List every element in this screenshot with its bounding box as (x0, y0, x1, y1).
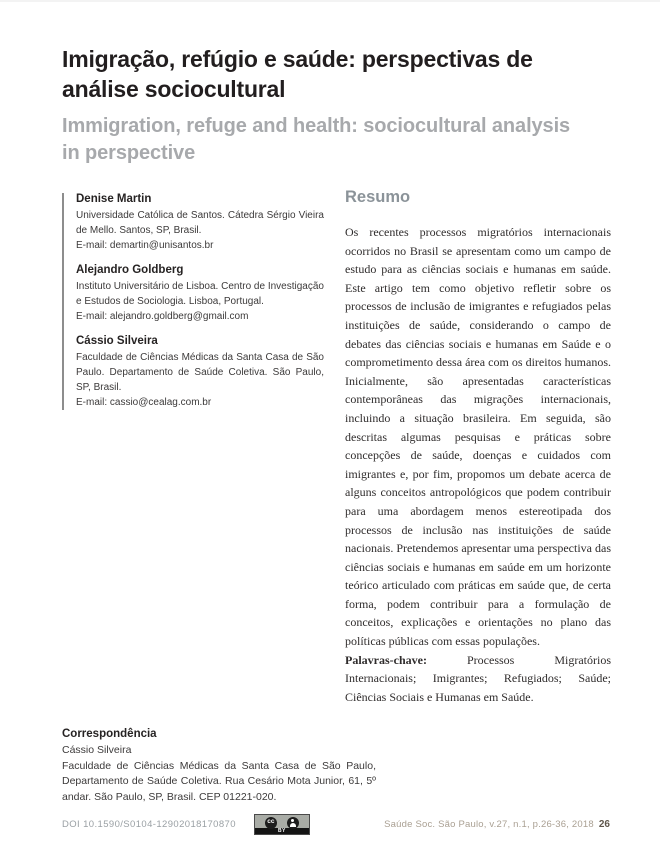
abstract-heading: Resumo (345, 188, 411, 206)
article-title-english: Immigration, refuge and health: sociocultural analysis in perspective (62, 115, 571, 164)
author-affiliation: Faculdade de Ciências Médicas da Santa Casa de São Paulo. Departamento de Saúde Coletiva. São Paulo, SP, Brasil. (76, 352, 324, 393)
doi-text: DOI 10.1590/S0104-12902018170870 (62, 818, 236, 830)
author-entry (76, 264, 324, 324)
keywords-list: Processos Migratórios Internacionais; Imigrantes; Refugiados; Saúde; Ciências Sociais e Humanas em Saúde. (345, 652, 611, 704)
correspondence-block (62, 728, 376, 805)
correspondence-name: Cássio Silveira (62, 744, 132, 756)
journal-reference: Saúde Soc. São Paulo, v.27, n.1, p.26-36, 2018 (384, 818, 594, 830)
authors-column (62, 193, 324, 410)
author-affiliation: Instituto Universitário de Lisboa. Centro de Investigação e Estudos de Sociologia. Lisboa, Portugal. (76, 281, 324, 307)
cc-logo-icon: cc (265, 817, 277, 829)
attribution-person-icon (287, 817, 299, 829)
author-affiliation: Universidade Católica de Santos. Cátedra Sérgio Vieira de Mello. Santos, SP, Brasil. (76, 210, 324, 236)
abstract-text: Os recentes processos migratórios internacionais ocorridos no Brasil se apresentam como um campo de estudo para as ciências sociais e humanas em saúde. Este artigo tem como objetivo refletir sobre os processos de inclusão de imigrantes e refugiados pelas instituições de saúde, considerando o campo de debates das ciências sociais e humanas em Saúde e o comprometimento dessa área com os direitos humanos. Inicialmente, são apresentadas características contemporâneas das migrações internacionais, incluindo a situação brasileira. Em seguida, são descritas algumas pesquisas e práticas sobre concepções de saúde, doenças e cuidados com imigrantes e, por fim, propomos um debate acerca de alguns conceitos antropológicos que podem contribuir para uma abordagem menos estereotipada dos processos de inclusão nas instituições de saúde nacionais. Pretendemos apresentar uma perspectiva das ciências sociais e humanas em saúde em um horizonte teórico articulado com práticas em saúde que, de certa forma, podem contribuir para a formulação de conceitos, explicações e orientações no plano das políticas públicas com essas populações. (345, 225, 611, 649)
abstract-column (345, 188, 611, 706)
title-block (62, 44, 592, 167)
author-entry (76, 335, 324, 410)
cc-by-label: BY (255, 828, 309, 834)
page-footer (62, 812, 610, 836)
author-email: E-mail: alejandro.goldberg@gmail.com (76, 311, 249, 322)
person-glyph (290, 819, 296, 827)
author-name: Alejandro Goldberg (76, 264, 184, 276)
keywords-block (345, 651, 611, 707)
author-email: E-mail: demartin@unisantos.br (76, 240, 214, 251)
cc-by-license-icon (254, 814, 310, 835)
correspondence-heading: Correspondência (62, 728, 157, 740)
author-email: E-mail: cassio@cealag.com.br (76, 397, 212, 408)
article-title-portuguese: Imigração, refúgio e saúde: perspectivas de análise sociocultural (62, 46, 533, 102)
page-number: 26 (598, 818, 610, 830)
author-name: Denise Martin (76, 193, 152, 205)
keywords-label: Palavras-chave: (345, 652, 427, 667)
author-name: Cássio Silveira (76, 335, 158, 347)
correspondence-address: Faculdade de Ciências Médicas da Santa Casa de São Paulo, Departamento de Saúde Coletiva. Rua Cesário Mota Junior, 61, 5º andar. São Paulo, SP, Brasil. CEP 01221-020. (62, 759, 376, 803)
author-entry (76, 193, 324, 253)
